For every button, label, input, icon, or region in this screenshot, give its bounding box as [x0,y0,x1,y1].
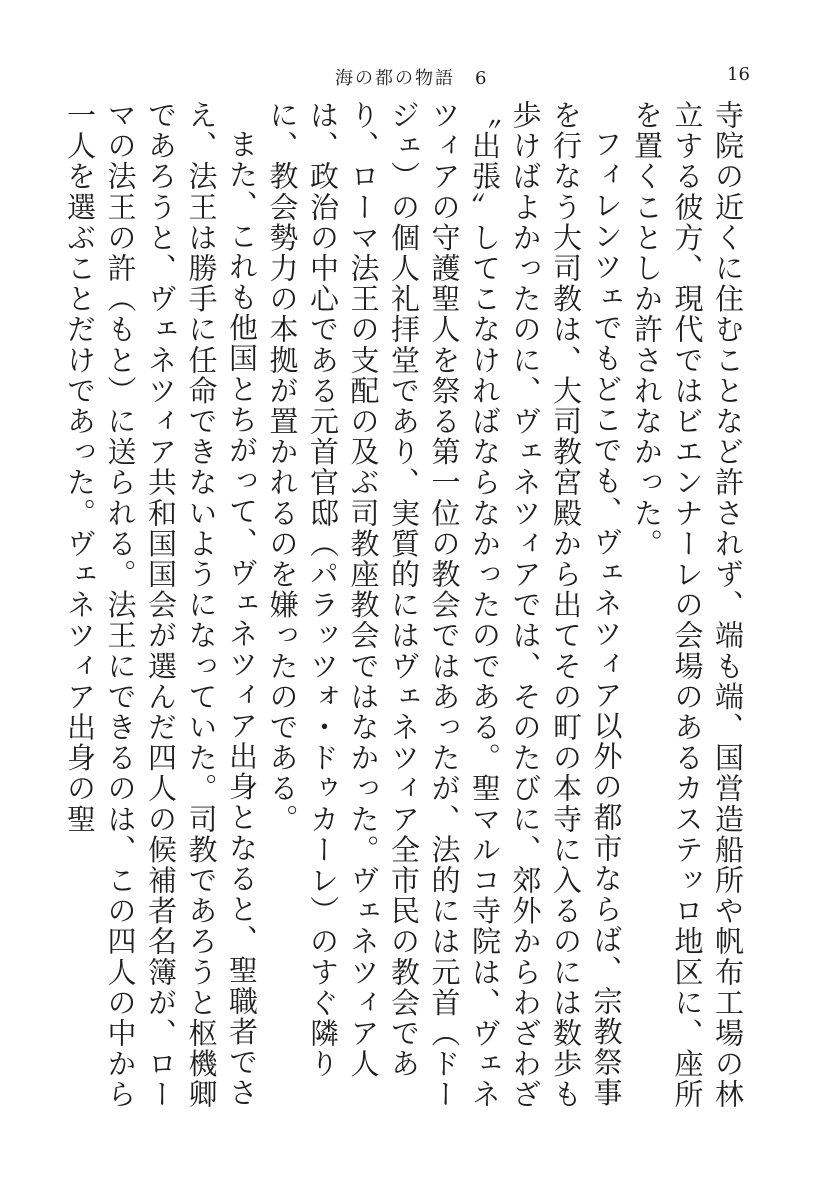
paragraph-3: また、これも他国とちがって、ヴェネツィア出身となると、聖職者でさえ、法王は勝手に任命できないようになっていた。司教であろうと枢機卿であろうと、ヴェネツィア共和国国会が選んだ四人の候補者名簿が、ローマの法王の許（もと）に送られる。法王にできるのは、この四人の中から一人を選ぶことだけであった。ヴェネツィア出身の聖 [63,100,259,1110]
running-head: 海の都の物語 6 [335,68,489,89]
page-number: 16 [727,64,750,85]
vertical-text-block [63,100,748,1110]
paragraph-1: 寺院の近くに住むことなど許されず、端も端、国営造船所や帆布工場の林立する彼方、現代ではビエンナーレの会場のあるカステッロ地区に、座所を置くことしか許されなかった。 [630,100,745,1110]
paragraph-2: フィレンツェでもどこでも、ヴェネツィア以外の都市ならば、宗教祭事を行なう大司教は、大司教宮殿から出てその町の本寺に入るのには数歩も歩けばよかったのに、ヴェネツィアでは、そのたびに、郊外からわざわざ〝出張〟してこなければならなかったのである。聖マルコ寺院は、ヴェネツィアの守護聖人を祭る第一位の教会ではあったが、法的には元首（ドージェ）の個人礼拝堂であり、実質的にはヴェネツィア全市民の教会であり、ローマ法王の支配の及ぶ司教座教会ではなかった。ヴェネツィア人は、政治の中心である元首官邸（パラッツォ・ドゥカーレ）のすぐ隣りに、教会勢力の本拠が置かれるのを嫌ったのである。 [265,100,624,1110]
